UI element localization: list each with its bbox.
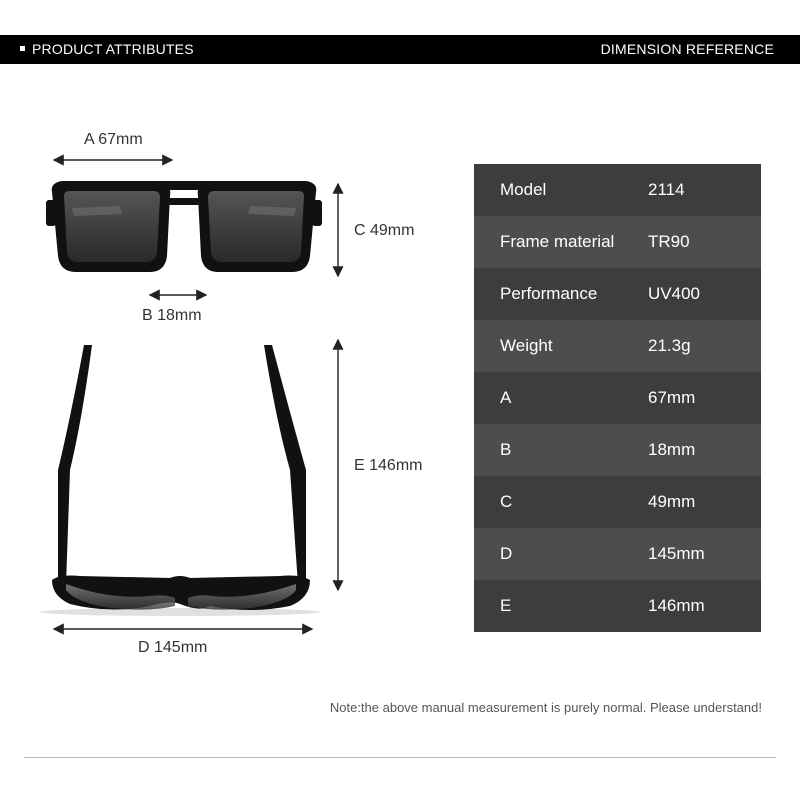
spec-value: 2114 [648,180,685,199]
product-attributes-label: PRODUCT ATTRIBUTES [32,41,194,57]
spec-value: 18mm [648,440,696,459]
spec-row-model [474,164,761,216]
spec-key: Performance [500,284,598,303]
spec-row-d [474,528,761,580]
spec-key: Frame material [500,232,615,251]
spec-table [474,164,761,632]
spec-key: B [500,440,512,459]
spec-row-b [474,424,761,476]
spec-row-weight [474,320,761,372]
spec-key: E [500,596,512,615]
dimension-e-label: E 146mm [354,457,423,474]
dimension-reference-heading: DIMENSION REFERENCE [600,41,774,57]
spec-row-c [474,476,761,528]
spec-row-a [474,372,761,424]
spec-value: TR90 [648,232,690,251]
spec-value: 146mm [648,596,705,615]
spec-key: Weight [500,336,553,355]
dimension-a-label: A 67mm [84,131,143,148]
measurement-note: Note:the above manual measurement is purely normal. Please understand! [329,700,762,715]
top-view-glasses [40,345,320,616]
spec-value: 49mm [648,492,696,511]
dimension-d-label: D 145mm [138,639,208,656]
divider-line [24,757,776,758]
spec-key: A [500,388,512,407]
dimension-b-label: B 18mm [142,307,202,324]
spec-key: D [500,544,513,563]
front-view-glasses [46,181,322,272]
spec-value: 67mm [648,388,696,407]
spec-row-e [474,580,761,632]
spec-key: Model [500,180,547,199]
spec-row-performance [474,268,761,320]
dimension-c-label: C 49mm [354,222,415,239]
spec-value: 145mm [648,544,705,563]
spec-value: UV400 [648,284,700,303]
spec-row-frame-material [474,216,761,268]
spec-value: 21.3g [648,336,691,355]
spec-key: C [500,492,513,511]
